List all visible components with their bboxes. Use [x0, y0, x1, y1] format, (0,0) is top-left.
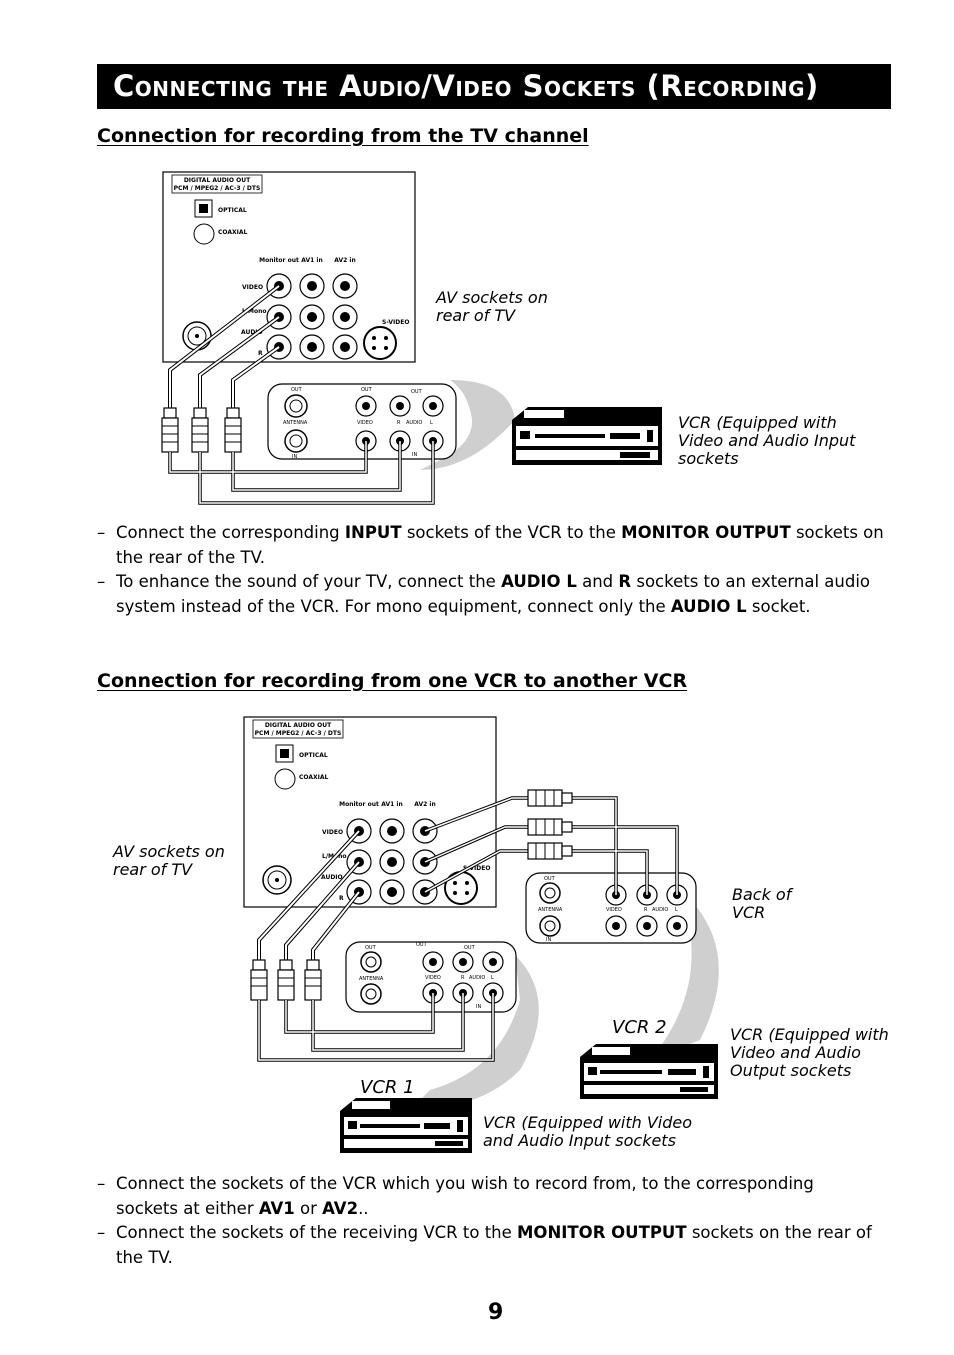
monitor-out-label: Monitor out — [259, 257, 299, 264]
vcr-out-label: OUT — [365, 945, 376, 951]
vcr-antenna-label: ANTENNA — [538, 907, 563, 913]
monitor-out-label: Monitor out — [339, 801, 379, 808]
vcr1-illustration — [340, 1098, 472, 1153]
bullet-item: – Connect the sockets of the receiving VCR to the MONITOR OUTPUT sockets on the rear of the TV. — [97, 1223, 872, 1267]
av2-in-label: AV2 in — [414, 801, 436, 808]
coaxial-label: COAXIAL — [299, 774, 329, 781]
vcr-out-label: OUT — [464, 945, 475, 951]
vcr-audio-label: AUDIO — [469, 975, 486, 981]
vcr-in-label-1: IN — [292, 454, 298, 460]
vcr-video-label: VIDEO — [425, 975, 441, 981]
label-vcr1: VCR 1 — [360, 1077, 415, 1098]
vcr-illustration-1 — [512, 407, 662, 465]
vcr-out-label-1: OUT — [291, 387, 302, 393]
vcr-out-label-3: OUT — [411, 389, 422, 395]
caption-back-of-vcr: Back of VCR — [732, 885, 792, 922]
vcr-r-label: R — [644, 907, 648, 913]
caption-vcr1-input: VCR (Equipped with Video and Audio Input sockets — [483, 1113, 693, 1150]
r-label: R — [339, 895, 344, 902]
caption-vcr-input-1: VCR (Equipped with Video and Audio Input sockets — [678, 413, 856, 468]
page-title: Connecting the Audio/Video Sockets (Recording) — [97, 64, 891, 109]
digital-audio-out-label: DIGITAL AUDIO OUT — [183, 177, 251, 184]
video-label: VIDEO — [242, 284, 264, 291]
optical-label: OPTICAL — [299, 752, 328, 759]
vcr-in-label-2: IN — [412, 452, 418, 458]
formats-label: PCM / MPEG2 / AC-3 / DTS — [173, 185, 261, 192]
lmono-label: L/Mono — [242, 308, 267, 315]
vcr-l-label: L — [491, 975, 494, 981]
av1-in-label: AV1 in — [301, 257, 323, 264]
vcr-out-label-2: OUT — [361, 387, 372, 393]
vcr-out-label: OUT — [416, 942, 427, 948]
vcr-in-label: IN — [546, 937, 552, 943]
vcr-audio-label: AUDIO — [652, 907, 669, 913]
vcr-antenna-label: ANTENNA — [359, 976, 384, 982]
caption-tv-sockets-1: AV sockets on rear of TV — [436, 288, 548, 325]
audio-label: AUDIO — [321, 874, 343, 881]
av2-in-label: AV2 in — [334, 257, 356, 264]
section2-bullets — [97, 1172, 877, 1270]
section1-bullets — [97, 521, 897, 619]
vcr-r-label: R — [461, 975, 465, 981]
bullet-item: – To enhance the sound of your TV, connect the AUDIO L and R sockets to an external audio system instead of the VCR. For mono equipment, connect only the AUDIO L socket. — [97, 572, 871, 616]
vcr-video-label: VIDEO — [357, 420, 373, 426]
diagram-vcr-to-vcr — [0, 710, 954, 1170]
page-number: 9 — [488, 1300, 504, 1325]
audio-label: AUDIO — [241, 329, 263, 336]
vcr-antenna-label: ANTENNA — [283, 420, 308, 426]
video-label: VIDEO — [322, 829, 344, 836]
vcr-out-label: OUT — [544, 876, 555, 882]
label-vcr2: VCR 2 — [612, 1017, 667, 1038]
digital-audio-out-label: DIGITAL AUDIO OUT — [264, 722, 332, 729]
vcr-audio-label: AUDIO — [406, 420, 423, 426]
vcr-l-label: L — [430, 420, 433, 426]
s-video-label: S-VIDEO — [463, 865, 491, 872]
bullet-item: – Connect the corresponding INPUT sockets of the VCR to the MONITOR OUTPUT sockets on the rear of the TV. — [97, 523, 884, 567]
r-label: R — [258, 350, 263, 357]
vcr2-illustration — [580, 1044, 718, 1099]
vcr-video-label: VIDEO — [606, 907, 622, 913]
bullet-item: – Connect the sockets of the VCR which you wish to record from, to the corresponding sockets at either AV1 or AV2.. — [97, 1174, 814, 1218]
vcr-r-label: R — [397, 420, 401, 426]
formats-label: PCM / MPEG2 / AC-3 / DTS — [254, 730, 342, 737]
caption-tv-sockets-2: AV sockets on rear of TV — [113, 842, 225, 879]
vcr-l-label: L — [675, 907, 678, 913]
optical-label: OPTICAL — [218, 207, 247, 214]
coaxial-label: COAXIAL — [218, 229, 248, 236]
lmono-label: L/Mono — [322, 853, 347, 860]
s-video-label: S-VIDEO — [382, 319, 410, 326]
av1-in-label: AV1 in — [381, 801, 403, 808]
section1-heading: Connection for recording from the TV channel — [97, 125, 589, 147]
section2-heading: Connection for recording from one VCR to another VCR — [97, 670, 688, 692]
caption-vcr2-output: VCR (Equipped with Video and Audio Output sockets — [730, 1025, 889, 1080]
vcr-in-label: IN — [476, 1004, 482, 1010]
